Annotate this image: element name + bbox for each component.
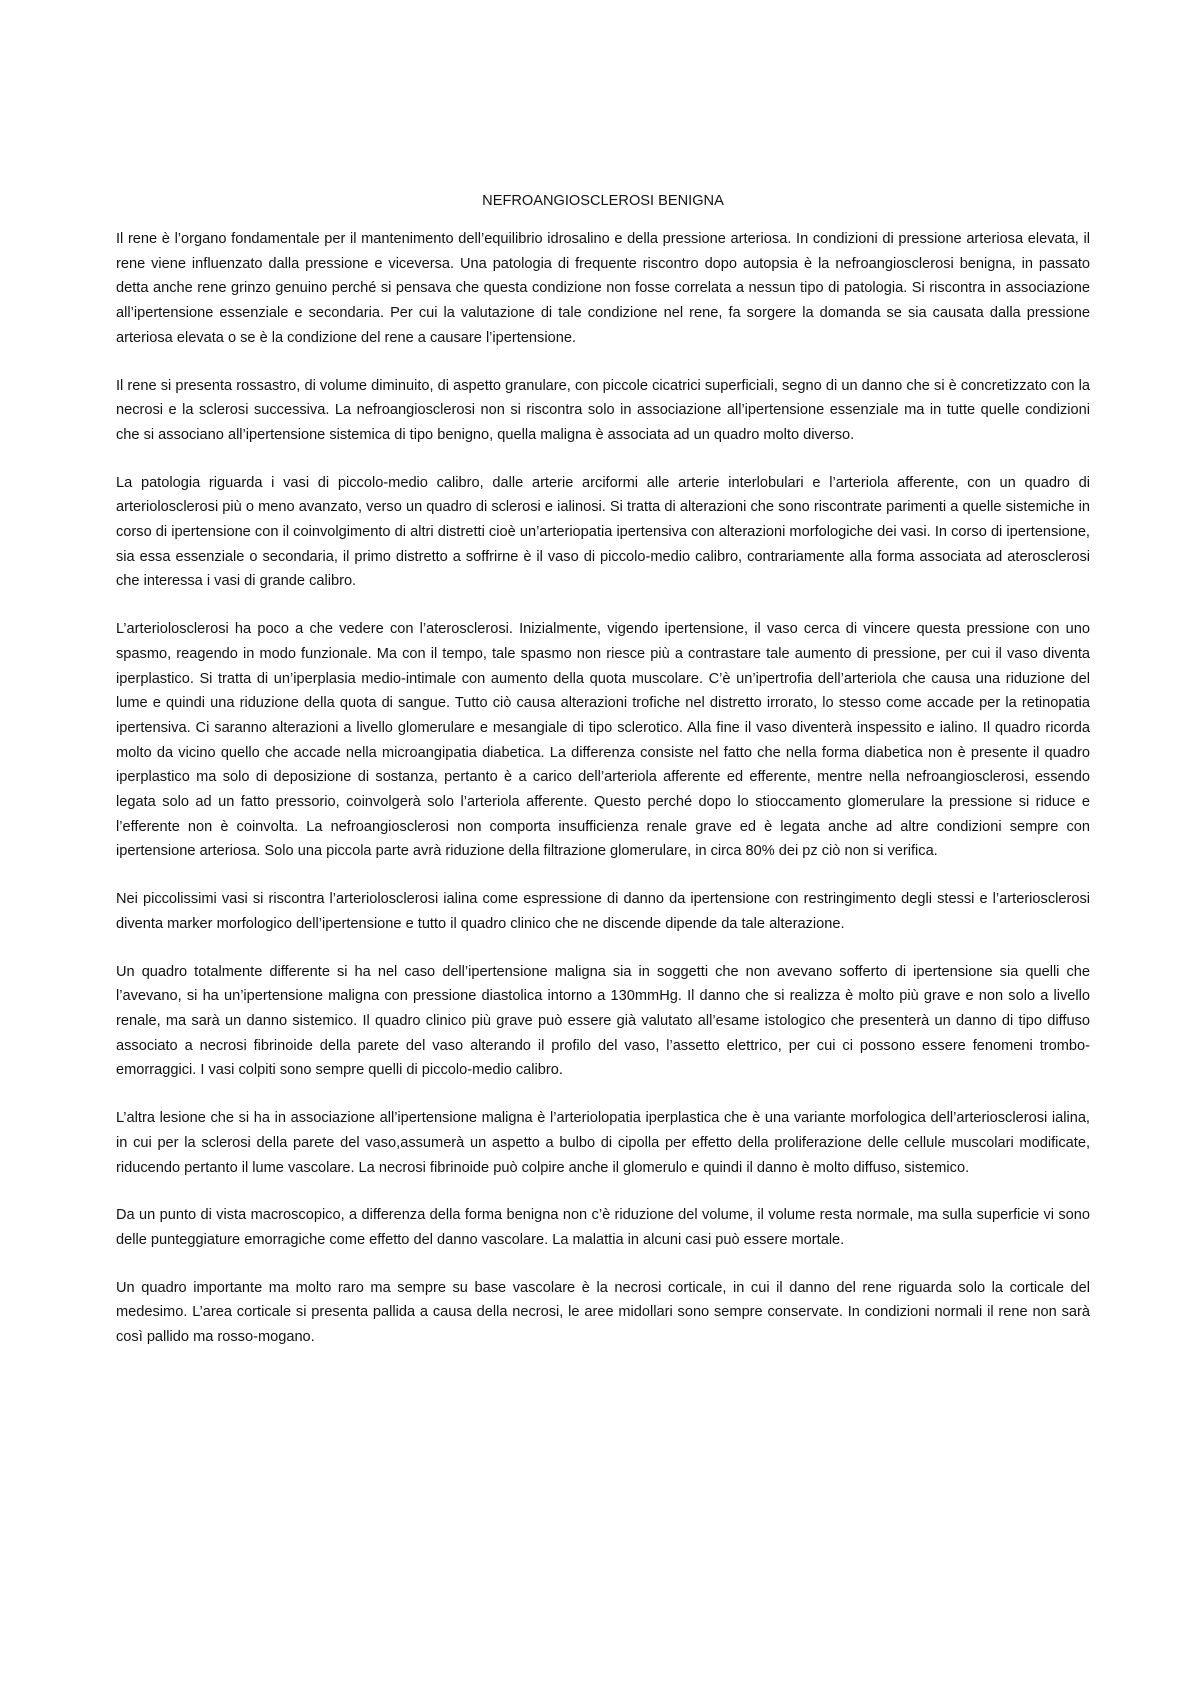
paragraph-intro: Il rene è l’organo fondamentale per il mantenimento dell’equilibrio idrosalino e della pressione arteriosa. In condizioni di pressione arteriosa elevata, il rene viene influenzato dalla pressione e viceversa. Una patologia di frequente riscontro dopo autopsia è la nefroangiosclerosi benigna, in passato detta anche rene grinzo genuino perché si pensava che questa condizione non fosse correlata a nessun tipo di patologia. Si riscontra in associazione all’ipertensione essenziale e secondaria. Per cui la valutazione di tale condizione nel rene, fa sorgere la domanda se sia causata dalla pressione arteriosa elevata o se è la condizione del rene a causare l’ipertensione. <box>116 231 1090 346</box>
paragraph-macroscopic-benign: Il rene si presenta rossastro, di volume diminuito, di aspetto granulare, con piccole cicatrici superficiali, segno di un danno che si è concretizzato con la necrosi e la sclerosi successiva. La nefroangiosclerosi non si riscontra solo in associazione all’ipertensione essenziale ma in tutte quelle condizioni che si associano all’ipertensione sistemica di tipo benigno, quella maligna è associata ad un quadro molto diverso. <box>116 377 1090 443</box>
paragraph-vessels: La patologia riguarda i vasi di piccolo-medio calibro, dalle arterie arciformi alle arterie interlobulari e l’arteriola afferente, con un quadro di arteriolosclerosi più o meno avanzato, verso un quadro di sclerosi e ialinosi. Si tratta di alterazioni che sono riscontrate parimenti a quelle sistemiche in corso di ipertensione con il coinvolgimento di altri distretti cioè un’arteriopatia ipertensiva con alterazioni morfologiche dei vasi. In corso di ipertensione, sia essa essenziale o secondaria, il primo distretto a soffrirne è il vaso di piccolo-medio calibro, contrariamente alla forma associata ad aterosclerosi che interessa i vasi di grande calibro. <box>116 474 1090 590</box>
document-title: NEFROANGIOSCLEROSI BENIGNA <box>482 193 724 209</box>
paragraph-hyperplastic-arteriolopathy: L’altra lesione che si ha in associazione all’ipertensione maligna è l’arteriolopatia iperplastica che è una variante morfologica dell’arteriosclerosi ialina, in cui per la sclerosi della parete del vaso,assumerà un aspetto a bulbo di cipolla per effetto della proliferazione delle cellule muscolari modificate, riducendo pertanto il lume vascolare. La necrosi fibrinoide può colpire anche il glomerulo e quindi il danno è molto diffuso, sistemico. <box>116 1110 1090 1176</box>
paragraph-cortical-necrosis: Un quadro importante ma molto raro ma sempre su base vascolare è la necrosi corticale, in cui il danno del rene riguarda solo la corticale del medesimo. L’area corticale si presenta pallida a causa della necrosi, le aree midollari sono sempre conservate. In condizioni normali il rene non sarà così pallido ma rosso-mogano. <box>116 1279 1090 1346</box>
paragraph-small-vessels: Nei piccolissimi vasi si riscontra l’arteriolosclerosi ialina come espressione di danno da ipertensione con restringimento degli stessi e l’arteriosclerosi diventa marker morfologico dell’ipertensione e tutto il quadro clinico che ne discende dipende da tale alterazione. <box>116 891 1090 932</box>
document-body <box>116 190 1090 1373</box>
paragraph-macroscopic-malignant: Da un punto di vista macroscopico, a differenza della forma benigna non c’è riduzione del volume, il volume resta normale, ma sulla superficie vi sono delle punteggiature emorragiche come effetto del danno vascolare. La malattia in alcuni casi può essere mortale. <box>116 1207 1090 1248</box>
paragraph-arteriolosclerosis: L’arteriolosclerosi ha poco a che vedere con l’aterosclerosi. Inizialmente, vigendo ipertensione, il vaso cerca di vincere questa pressione con uno spasmo, reagendo in modo funzionale. Ma con il tempo, tale spasmo non riesce più a contrastare tale aumento di pressione, per cui il vaso diventa iperplastico. Si tratta di un’iperplasia medio-intimale con aumento della quota muscolare. C’è un’ipertrofia dell’arteriola che causa una riduzione del lume e quindi una riduzione della quota di sangue. Tutto ciò causa alterazioni trofiche nel distretto irrorato, lo stesso come accade per la retinopatia ipertensiva. Ci saranno alterazioni a livello glomerulare e mesangiale di tipo sclerotico. Alla fine il vaso diventerà inspessito e ialino. Il quadro ricorda molto da vicino quello che accade nella microangipatia diabetica. La differenza consiste nel fatto che nella forma diabetica non è presente il quadro iperplastico ma solo di deposizione di sostanza, pertanto è a carico dell’arteriola afferente ed efferente, mentre nella nefroangiosclerosi, essendo legata solo ad un fatto pressorio, coinvolgerà solo l’arteriola afferente. Questo perché dopo lo stioccamento glomerulare la pressione si riduce e l’efferente non è coinvolta. La nefroangiosclerosi non comporta insufficienza renale grave ed è legata anche ad altre condizioni sempre con ipertensione arteriosa. Solo una piccola parte avrà riduzione della filtrazione glomerulare, in circa 80% dei pz ciò non si verifica. <box>116 621 1090 860</box>
paragraph-malignant-hypertension: Un quadro totalmente differente si ha nel caso dell’ipertensione maligna sia in soggetti che non avevano sofferto di ipertensione sia quelli che l’avevano, si ha un’ipertensione maligna con pressione diastolica intorno a 130mmHg. Il danno che si realizza è molto più grave e non solo a livello renale, ma sarà un danno sistemico. Il quadro clinico più grave può essere già valutato all’esame istologico che presenterà un danno di tipo diffuso associato a necrosi fibrinoide della parete del vaso alterando il profilo del vaso, l’assetto elettrico, per cui ci possono essere fenomeni trombo-emorraggici. I vasi colpiti sono sempre quelli di piccolo-medio calibro. <box>116 963 1090 1079</box>
